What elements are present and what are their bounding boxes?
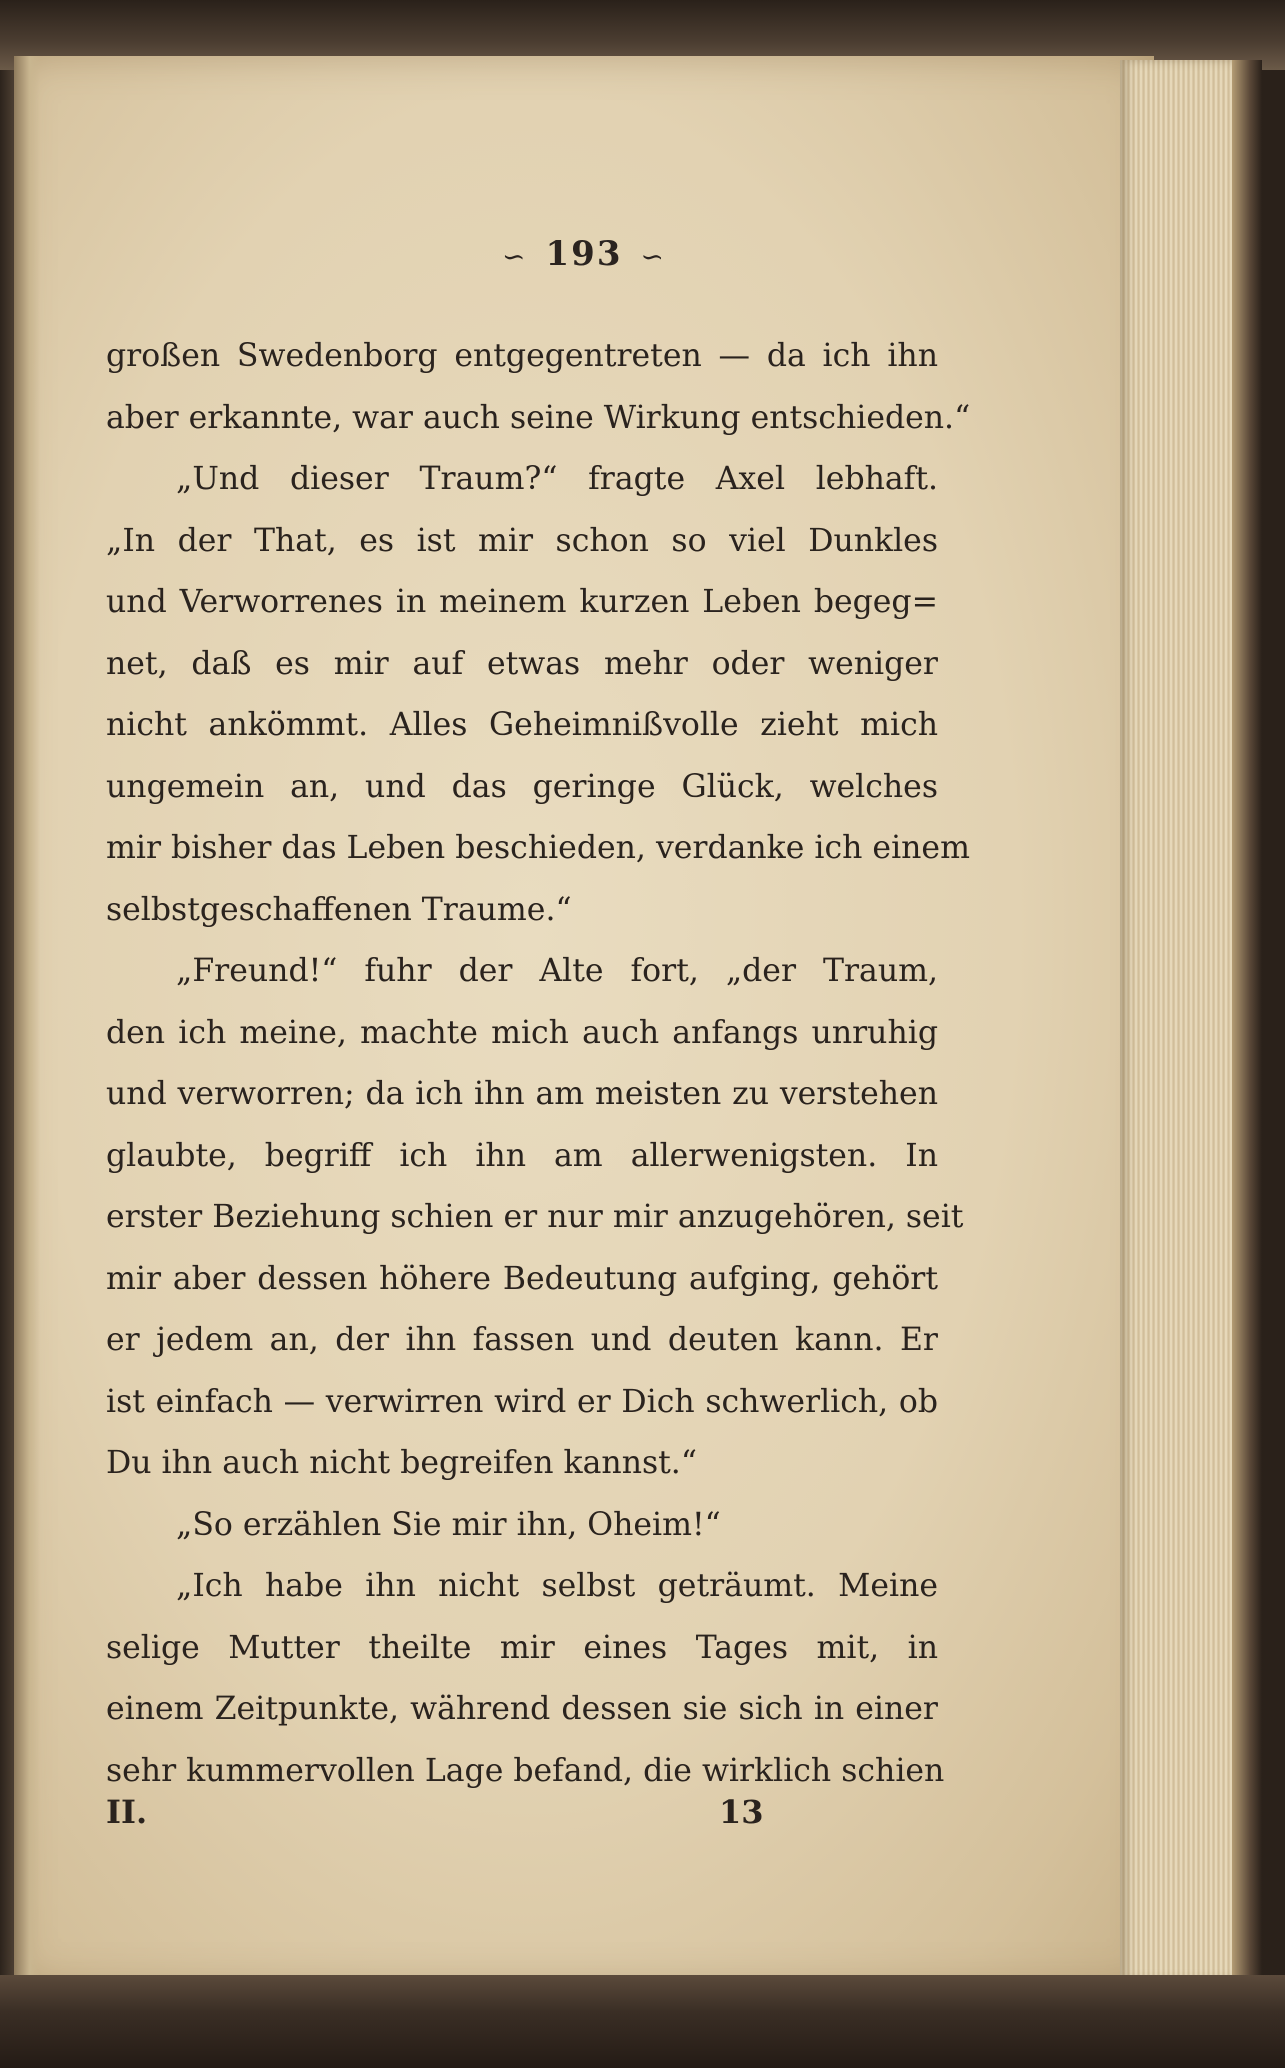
text-line: selbstgeschaffenen Traume.“ bbox=[106, 891, 572, 928]
cover-right-edge bbox=[1232, 60, 1262, 1980]
text-line: „Ich habe ihn nicht selbst geträumt. Meine bbox=[176, 1568, 938, 1604]
page-number: 193 bbox=[545, 234, 623, 274]
text-line: „So erzählen Sie mir ihn, Oheim!“ bbox=[176, 1506, 721, 1543]
text-line: net, daß es mir auf etwas mehr oder weniger bbox=[106, 645, 938, 682]
text-line: glaubte, begriff ich ihn am allerwenigsten. In bbox=[106, 1137, 938, 1174]
text-line: er jedem an, der ihn fassen und deuten kann. Er bbox=[106, 1322, 938, 1358]
text-line: und Verworrenes in meinem kurzen Leben begeg= bbox=[106, 584, 938, 620]
cover-bottom-edge bbox=[0, 1975, 1285, 2068]
text-line: mir aber dessen höhere Bedeutung aufging, gehört bbox=[106, 1260, 938, 1297]
text-line: ist einfach — verwirren wird er Dich schwerlich, ob bbox=[106, 1383, 938, 1420]
text-line: „Und dieser Traum?“ fragte Axel lebhaft. bbox=[176, 461, 938, 497]
text-line: selige Mutter theilte mir eines Tages mit, in bbox=[106, 1629, 938, 1666]
text-line: den ich meine, machte mich auch anfangs unruhig bbox=[106, 1014, 938, 1051]
text-line: nicht ankömmt. Alles Geheimnißvolle zieht mich bbox=[106, 707, 938, 743]
sheet-number: 13 bbox=[719, 1793, 764, 1831]
page-header bbox=[14, 234, 1154, 274]
text-line: großen Swedenborg entgegentreten — da ich ihn bbox=[106, 338, 938, 374]
text-line: einem Zeitpunkte, während dessen sie sich in einer bbox=[106, 1691, 938, 1727]
page-block-edges bbox=[1120, 60, 1235, 1980]
text-line: sehr kummervollen Lage befand, die wirklich schien bbox=[106, 1752, 945, 1789]
body-text bbox=[106, 326, 971, 1802]
left-ornament-icon: ∽ bbox=[502, 239, 528, 273]
text-line: „Freund!“ fuhr der Alte fort, „der Traum, bbox=[176, 953, 938, 989]
binding-gutter bbox=[14, 56, 40, 1986]
text-line: aber erkannte, war auch seine Wirkung entschieden.“ bbox=[106, 399, 971, 436]
text-line: mir bisher das Leben beschieden, verdanke ich einem bbox=[106, 830, 970, 866]
text-line: ungemein an, und das geringe Glück, welches bbox=[106, 768, 938, 805]
text-line: erster Beziehung schien er nur mir anzugehören, seit bbox=[106, 1199, 964, 1235]
text-line: Du ihn auch nicht begreifen kannst.“ bbox=[106, 1445, 697, 1481]
right-ornament-icon: ∽ bbox=[640, 239, 666, 273]
book-page bbox=[14, 56, 1154, 1986]
signature-mark: II. bbox=[106, 1793, 148, 1831]
text-line: und verworren; da ich ihn am meisten zu verstehen bbox=[106, 1076, 938, 1112]
text-line: „In der That, es ist mir schon so viel Dunkles bbox=[106, 522, 938, 559]
